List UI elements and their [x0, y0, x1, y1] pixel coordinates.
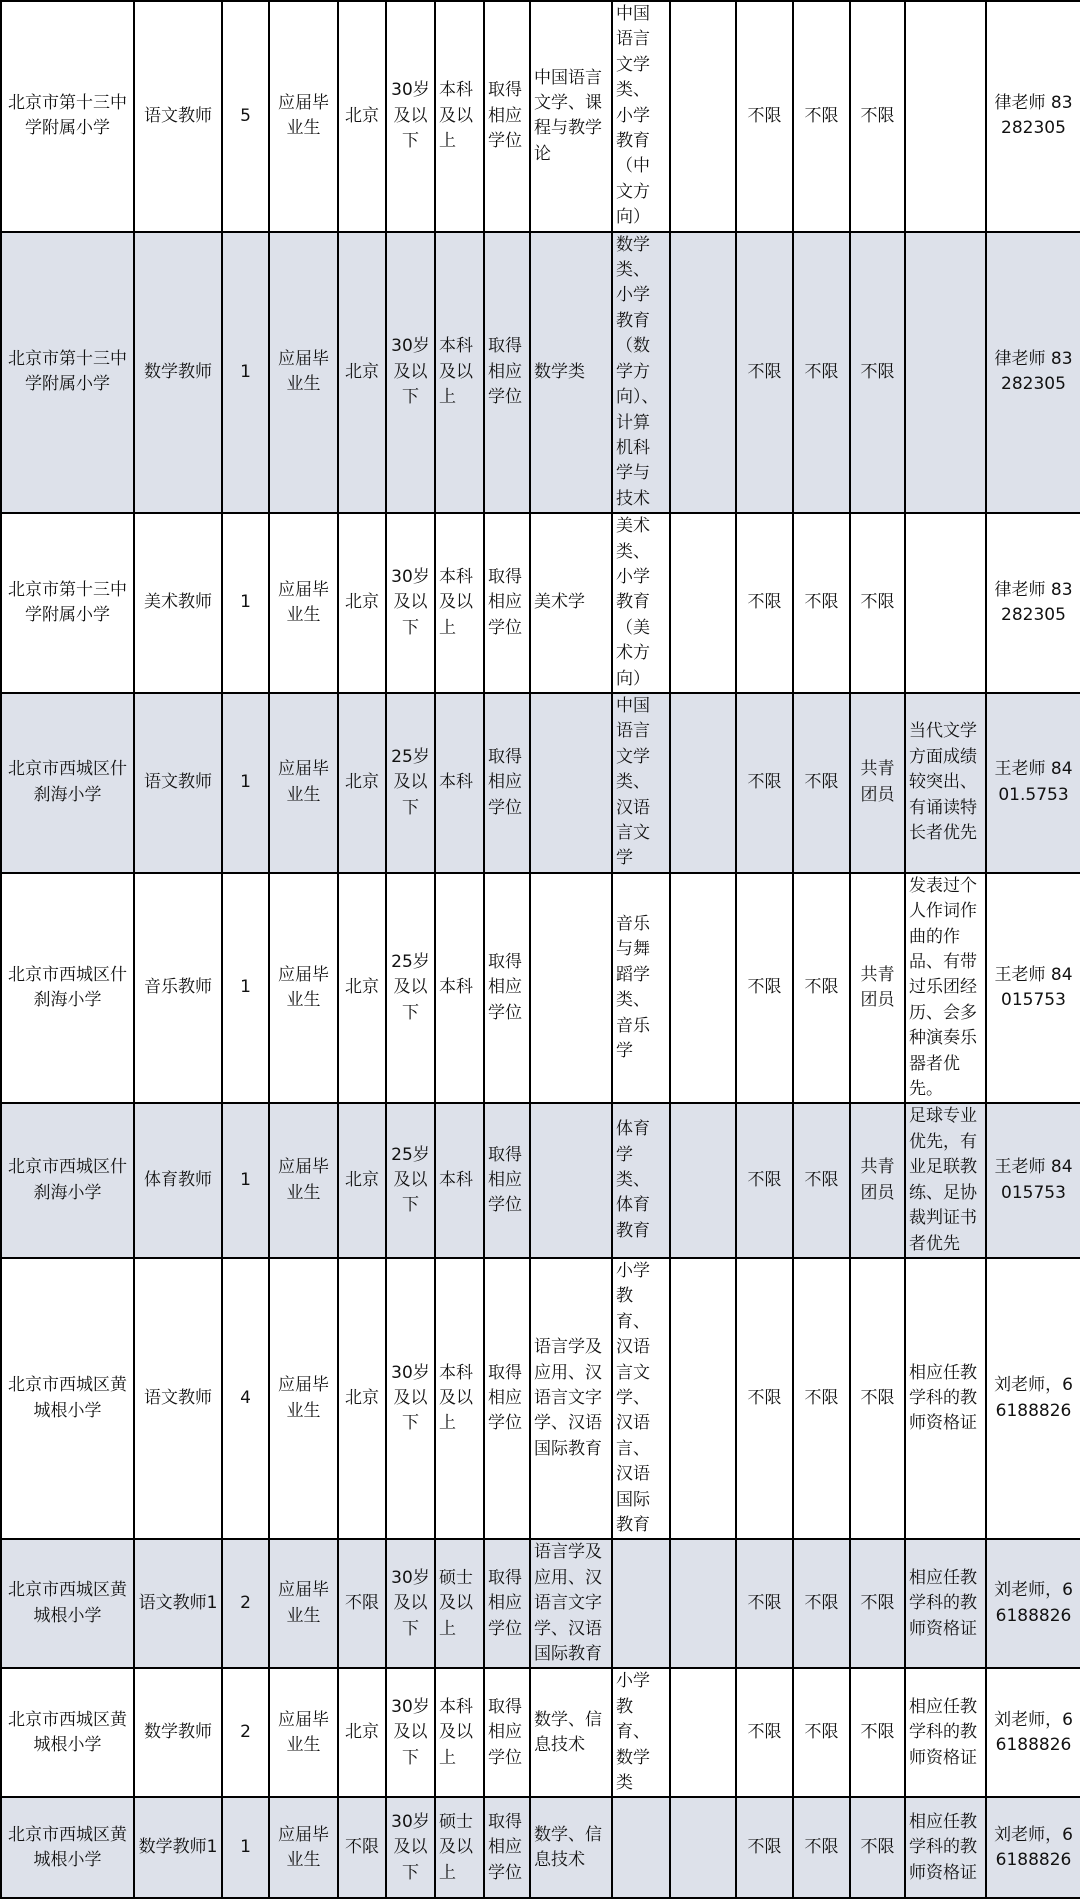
table-row — [1, 1103, 1080, 1257]
blank-cell — [670, 1668, 736, 1797]
undergraduate-major-cell — [612, 1539, 670, 1668]
table-row — [1, 1258, 1080, 1539]
requirement-cell: 不限 — [736, 1103, 793, 1257]
blank-cell — [670, 1258, 736, 1539]
position-cell: 语文教师 — [134, 1258, 222, 1539]
degree-cell: 取得相应学位 — [484, 873, 530, 1104]
origin-cell: 北京 — [338, 1258, 386, 1539]
requirement-cell: 不限 — [736, 873, 793, 1104]
candidate-source-cell: 应届毕业生 — [269, 1797, 338, 1898]
requirement-cell: 不限 — [736, 1668, 793, 1797]
contact-cell: 刘老师，66188826 — [986, 1258, 1080, 1539]
other-requirements-cell: 足球专业优先，有业足联教练、足协裁判证书者优先 — [905, 1103, 986, 1257]
requirement-cell: 不限 — [736, 1797, 793, 1898]
graduate-major-cell: 美术学 — [530, 513, 612, 693]
requirement-cell: 不限 — [793, 873, 850, 1104]
position-cell: 语文教师 — [134, 693, 222, 873]
age-requirement-cell: 30岁及以下 — [386, 1797, 435, 1898]
education-cell: 本科及以上 — [435, 513, 484, 693]
position-cell: 体育教师 — [134, 1103, 222, 1257]
political-status-cell: 不限 — [850, 1797, 905, 1898]
age-requirement-cell: 30岁及以下 — [386, 513, 435, 693]
table-row — [1, 693, 1080, 873]
degree-cell: 取得相应学位 — [484, 1, 530, 232]
requirement-cell: 不限 — [793, 693, 850, 873]
requirement-cell: 不限 — [793, 1103, 850, 1257]
requirement-cell: 不限 — [793, 1539, 850, 1668]
other-requirements-cell — [905, 1, 986, 232]
degree-cell: 取得相应学位 — [484, 1668, 530, 1797]
headcount-cell: 2 — [222, 1668, 269, 1797]
school-name-cell: 北京市西城区黄城根小学 — [1, 1258, 134, 1539]
other-requirements-cell — [905, 232, 986, 513]
education-cell: 硕士及以上 — [435, 1797, 484, 1898]
headcount-cell: 4 — [222, 1258, 269, 1539]
graduate-major-cell — [530, 873, 612, 1104]
school-name-cell: 北京市西城区黄城根小学 — [1, 1539, 134, 1668]
undergraduate-major-cell: 中国语言文学类、小学教育（中文方向） — [612, 1, 670, 232]
requirement-cell: 不限 — [793, 1, 850, 232]
headcount-cell: 1 — [222, 693, 269, 873]
blank-cell — [670, 1797, 736, 1898]
table-row — [1, 232, 1080, 513]
blank-cell — [670, 232, 736, 513]
candidate-source-cell: 应届毕业生 — [269, 873, 338, 1104]
table-row — [1, 513, 1080, 693]
age-requirement-cell: 30岁及以下 — [386, 1668, 435, 1797]
contact-cell: 律老师 83282305 — [986, 1, 1080, 232]
requirement-cell: 不限 — [793, 513, 850, 693]
political-status-cell: 不限 — [850, 1668, 905, 1797]
graduate-major-cell: 中国语言文学、课程与教学论 — [530, 1, 612, 232]
other-requirements-cell: 当代文学方面成绩较突出、有诵读特长者优先 — [905, 693, 986, 873]
contact-cell: 刘老师，66188826 — [986, 1539, 1080, 1668]
requirement-cell: 不限 — [736, 1258, 793, 1539]
undergraduate-major-cell: 中国语言文学类、汉语言文学 — [612, 693, 670, 873]
political-status-cell: 不限 — [850, 1539, 905, 1668]
headcount-cell: 5 — [222, 1, 269, 232]
headcount-cell: 1 — [222, 232, 269, 513]
requirement-cell: 不限 — [736, 1, 793, 232]
candidate-source-cell: 应届毕业生 — [269, 1103, 338, 1257]
graduate-major-cell: 语言学及应用、汉语言文字学、汉语国际教育 — [530, 1539, 612, 1668]
graduate-major-cell: 数学、信息技术 — [530, 1797, 612, 1898]
age-requirement-cell: 30岁及以下 — [386, 1539, 435, 1668]
origin-cell: 北京 — [338, 693, 386, 873]
origin-cell: 北京 — [338, 873, 386, 1104]
age-requirement-cell: 25岁及以下 — [386, 873, 435, 1104]
undergraduate-major-cell: 体育学类、体育教育 — [612, 1103, 670, 1257]
age-requirement-cell: 25岁及以下 — [386, 1103, 435, 1257]
political-status-cell: 不限 — [850, 1258, 905, 1539]
degree-cell: 取得相应学位 — [484, 513, 530, 693]
position-cell: 语文教师 — [134, 1, 222, 232]
headcount-cell: 1 — [222, 1103, 269, 1257]
contact-cell: 律老师 83282305 — [986, 232, 1080, 513]
political-status-cell: 共青团员 — [850, 873, 905, 1104]
school-name-cell: 北京市第十三中学附属小学 — [1, 513, 134, 693]
headcount-cell: 1 — [222, 1797, 269, 1898]
position-cell: 音乐教师 — [134, 873, 222, 1104]
other-requirements-cell: 相应任教学科的教师资格证 — [905, 1668, 986, 1797]
undergraduate-major-cell: 美术类、小学教育（美术方向） — [612, 513, 670, 693]
contact-cell: 律老师 83282305 — [986, 513, 1080, 693]
table-row — [1, 1539, 1080, 1668]
school-name-cell: 北京市第十三中学附属小学 — [1, 1, 134, 232]
requirement-cell: 不限 — [736, 232, 793, 513]
table-row — [1, 1, 1080, 232]
position-cell: 美术教师 — [134, 513, 222, 693]
education-cell: 硕士及以上 — [435, 1539, 484, 1668]
candidate-source-cell: 应届毕业生 — [269, 232, 338, 513]
origin-cell: 北京 — [338, 1103, 386, 1257]
requirement-cell: 不限 — [736, 693, 793, 873]
position-cell: 语文教师1 — [134, 1539, 222, 1668]
table-row — [1, 1797, 1080, 1898]
graduate-major-cell: 数学、信息技术 — [530, 1668, 612, 1797]
school-name-cell: 北京市西城区什刹海小学 — [1, 873, 134, 1104]
political-status-cell: 不限 — [850, 1, 905, 232]
blank-cell — [670, 513, 736, 693]
undergraduate-major-cell: 数学类、小学教育（数学方向）、计算机科学与技术 — [612, 232, 670, 513]
origin-cell: 不限 — [338, 1539, 386, 1668]
political-status-cell: 不限 — [850, 513, 905, 693]
blank-cell — [670, 1539, 736, 1668]
origin-cell: 不限 — [338, 1797, 386, 1898]
candidate-source-cell: 应届毕业生 — [269, 1258, 338, 1539]
other-requirements-cell: 发表过个人作词作曲的作品、有带过乐团经历、会多种演奏乐器者优先。 — [905, 873, 986, 1104]
origin-cell: 北京 — [338, 513, 386, 693]
undergraduate-major-cell: 小学教育、数学类 — [612, 1668, 670, 1797]
degree-cell: 取得相应学位 — [484, 1797, 530, 1898]
origin-cell: 北京 — [338, 232, 386, 513]
age-requirement-cell: 30岁及以下 — [386, 1, 435, 232]
age-requirement-cell: 30岁及以下 — [386, 1258, 435, 1539]
blank-cell — [670, 1, 736, 232]
position-cell: 数学教师1 — [134, 1797, 222, 1898]
undergraduate-major-cell: 音乐与舞蹈学类、 音乐学 — [612, 873, 670, 1104]
other-requirements-cell: 相应任教学科的教师资格证 — [905, 1797, 986, 1898]
table-row — [1, 1668, 1080, 1797]
school-name-cell: 北京市第十三中学附属小学 — [1, 232, 134, 513]
headcount-cell: 1 — [222, 513, 269, 693]
education-cell: 本科及以上 — [435, 232, 484, 513]
school-name-cell: 北京市西城区什刹海小学 — [1, 693, 134, 873]
origin-cell: 北京 — [338, 1, 386, 232]
requirement-cell: 不限 — [793, 1668, 850, 1797]
position-cell: 数学教师 — [134, 232, 222, 513]
education-cell: 本科及以上 — [435, 1258, 484, 1539]
position-cell: 数学教师 — [134, 1668, 222, 1797]
requirement-cell: 不限 — [736, 1539, 793, 1668]
requirement-cell: 不限 — [736, 513, 793, 693]
headcount-cell: 2 — [222, 1539, 269, 1668]
contact-cell: 刘老师，66188826 — [986, 1797, 1080, 1898]
education-cell: 本科 — [435, 873, 484, 1104]
headcount-cell: 1 — [222, 873, 269, 1104]
other-requirements-cell: 相应任教学科的教师资格证 — [905, 1539, 986, 1668]
graduate-major-cell — [530, 1103, 612, 1257]
contact-cell: 王老师 84015753 — [986, 873, 1080, 1104]
other-requirements-cell — [905, 513, 986, 693]
contact-cell: 王老师 8401.5753 — [986, 693, 1080, 873]
political-status-cell: 不限 — [850, 232, 905, 513]
candidate-source-cell: 应届毕业生 — [269, 693, 338, 873]
graduate-major-cell — [530, 693, 612, 873]
school-name-cell: 北京市西城区黄城根小学 — [1, 1797, 134, 1898]
graduate-major-cell: 数学类 — [530, 232, 612, 513]
contact-cell: 王老师 84015753 — [986, 1103, 1080, 1257]
blank-cell — [670, 693, 736, 873]
candidate-source-cell: 应届毕业生 — [269, 1, 338, 232]
graduate-major-cell: 语言学及应用、汉语言文字学、汉语国际教育 — [530, 1258, 612, 1539]
education-cell: 本科及以上 — [435, 1, 484, 232]
candidate-source-cell: 应届毕业生 — [269, 1668, 338, 1797]
school-name-cell: 北京市西城区什刹海小学 — [1, 1103, 134, 1257]
school-name-cell: 北京市西城区黄城根小学 — [1, 1668, 134, 1797]
requirement-cell: 不限 — [793, 1797, 850, 1898]
blank-cell — [670, 1103, 736, 1257]
degree-cell: 取得相应学位 — [484, 1539, 530, 1668]
origin-cell: 北京 — [338, 1668, 386, 1797]
degree-cell: 取得相应学位 — [484, 1103, 530, 1257]
degree-cell: 取得相应学位 — [484, 232, 530, 513]
undergraduate-major-cell: 小学教育、汉语言文学、汉语言、汉语国际教育 — [612, 1258, 670, 1539]
table-row — [1, 873, 1080, 1104]
candidate-source-cell: 应届毕业生 — [269, 513, 338, 693]
age-requirement-cell: 25岁及以下 — [386, 693, 435, 873]
blank-cell — [670, 873, 736, 1104]
candidate-source-cell: 应届毕业生 — [269, 1539, 338, 1668]
degree-cell: 取得相应学位 — [484, 693, 530, 873]
undergraduate-major-cell — [612, 1797, 670, 1898]
education-cell: 本科 — [435, 693, 484, 873]
requirement-cell: 不限 — [793, 232, 850, 513]
education-cell: 本科 — [435, 1103, 484, 1257]
requirement-cell: 不限 — [793, 1258, 850, 1539]
age-requirement-cell: 30岁及以下 — [386, 232, 435, 513]
education-cell: 本科及以上 — [435, 1668, 484, 1797]
other-requirements-cell: 相应任教学科的教师资格证 — [905, 1258, 986, 1539]
political-status-cell: 共青团员 — [850, 1103, 905, 1257]
contact-cell: 刘老师，66188826 — [986, 1668, 1080, 1797]
political-status-cell: 共青团员 — [850, 693, 905, 873]
degree-cell: 取得相应学位 — [484, 1258, 530, 1539]
